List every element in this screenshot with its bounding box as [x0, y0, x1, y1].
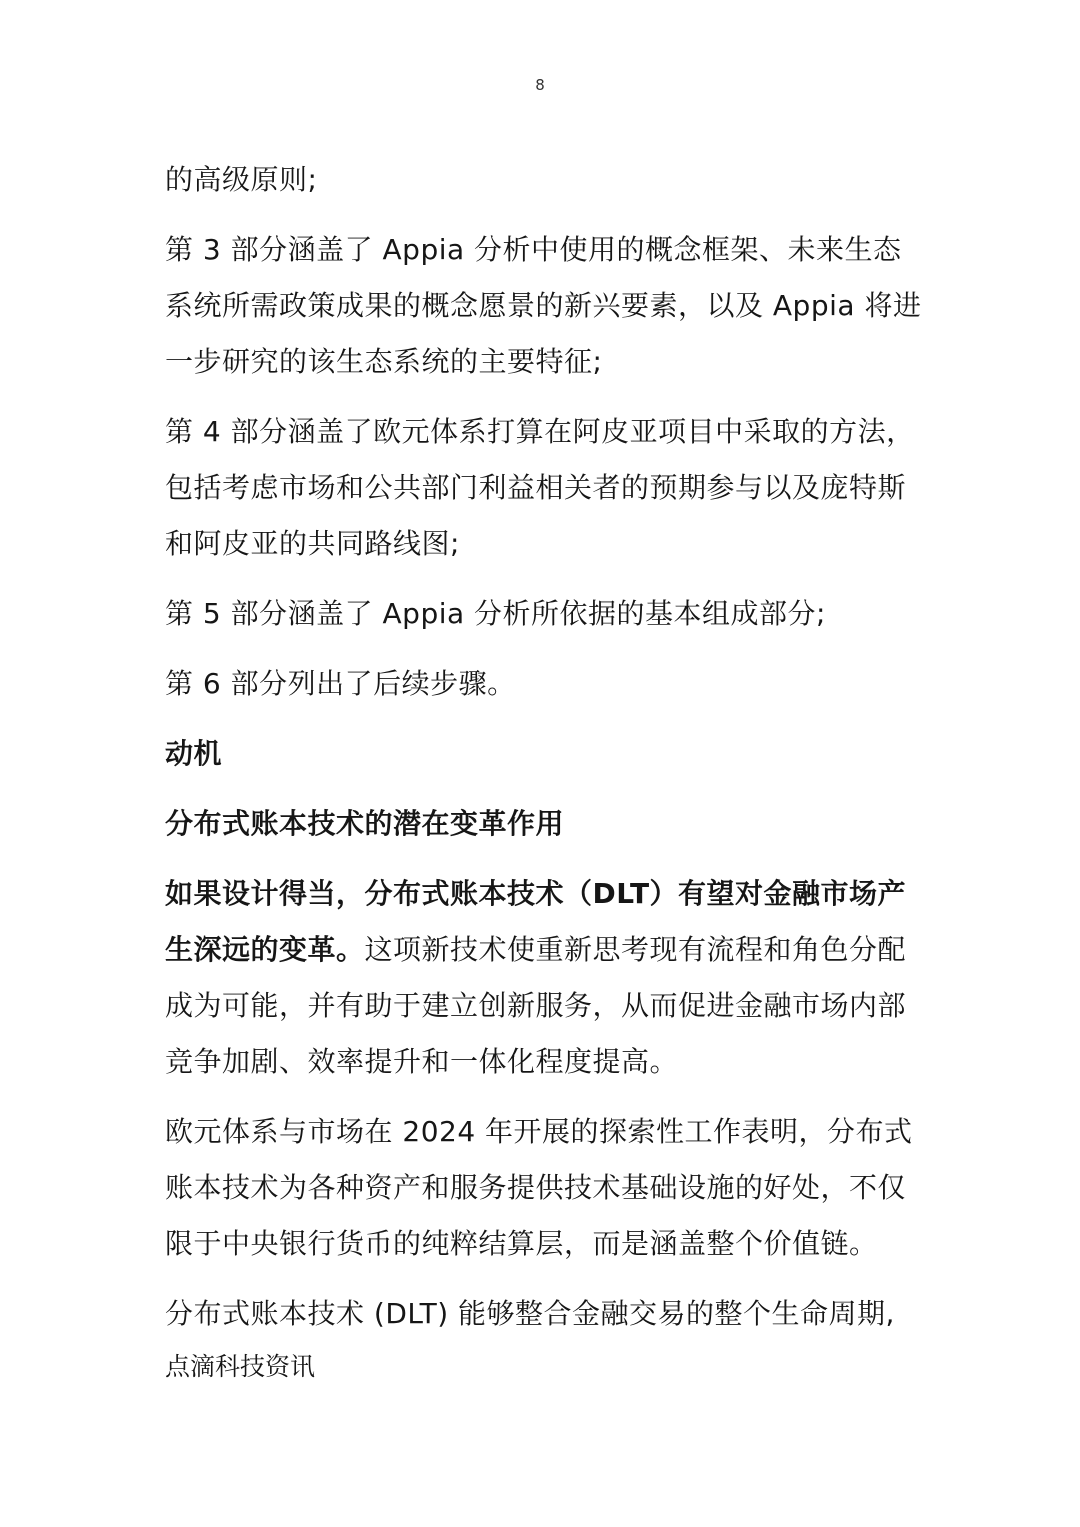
paragraph-continuation: 的高级原则; [165, 163, 318, 196]
subsection-heading-dlt: 分布式账本技术的潜在变革作用 [165, 807, 565, 840]
paragraph-exploratory-work: 欧元体系与市场在 2024 年开展的探索性工作表明，分布式账本技术为各种资产和服务提供技术基础设施的好处，不仅限于中央银行货币的纯粹结算层，而是涵盖整个价值链。 [165, 1115, 913, 1260]
page-number: 8 [535, 76, 545, 94]
paragraph-part-4: 第 4 部分涵盖了欧元体系打算在阿皮亚项目中采取的方法，包括考虑市场和公共部门利益相关者的预期参与以及庞特斯和阿皮亚的共同路线图; [165, 415, 915, 560]
paragraph-dlt-transformation-rest: 这项新技术使重新思考现有流程和角色分配成为可能，并有助于建立创新服务，从而促进金融市场内部竞争加剧、效率提升和一体化程度提高。 [165, 933, 907, 1078]
paragraph-part-3: 第 3 部分涵盖了 Appia 分析中使用的概念框架、未来生态系统所需政策成果的概念愿景的新兴要素，以及 Appia 将进一步研究的该生态系统的主要特征; [165, 233, 922, 378]
paragraph-dlt-transformation [165, 866, 925, 1090]
section-heading-motivation: 动机 [165, 737, 223, 770]
paragraph-dlt-lifecycle: 分布式账本技术 (DLT) 能够整合金融交易的整个生命周期, [165, 1297, 895, 1330]
paragraph-part-5: 第 5 部分涵盖了 Appia 分析所依据的基本组成部分; [165, 597, 826, 630]
document-body [165, 152, 925, 1342]
paragraph-part-6: 第 6 部分列出了后续步骤。 [165, 667, 516, 700]
paragraph-dlt-transformation-bold: 如果设计得当，分布式账本技术（DLT）有望对金融市场产生深远的变革。 [165, 877, 907, 966]
watermark-text: 点滴科技资讯 [165, 1352, 316, 1381]
